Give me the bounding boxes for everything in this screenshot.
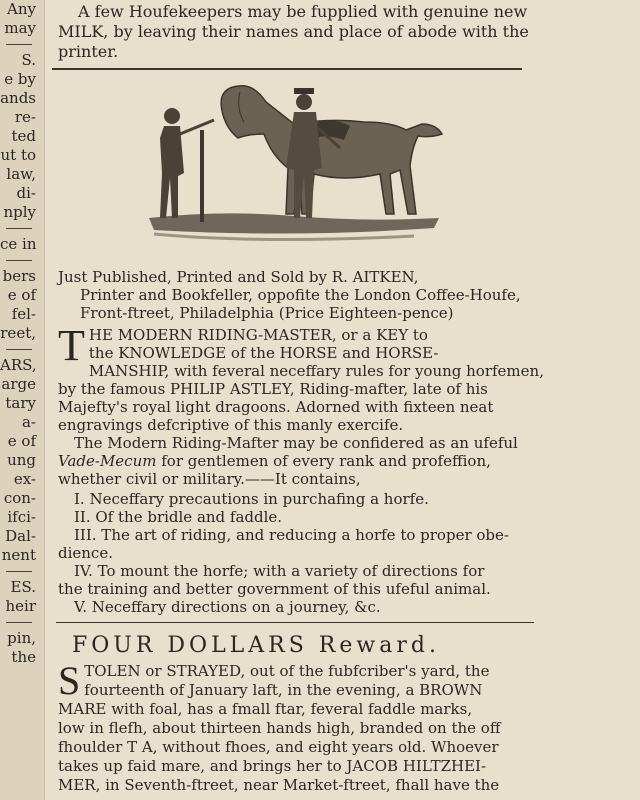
left-column-line: tary	[5, 394, 36, 412]
reward-line: fourteenth of January laft, in the evening, a BROWN	[84, 681, 483, 699]
contents-item: I. Neceffary precautions in purchafing a horfe.	[74, 490, 429, 508]
milk-advertisement	[52, 0, 638, 62]
left-column-line: heir	[5, 597, 36, 615]
left-column-line: ES.	[10, 578, 36, 596]
reward-title: FOUR DOLLARS Reward.	[72, 633, 440, 658]
left-column-line: a-	[21, 413, 36, 431]
left-column-line: reet,	[0, 324, 36, 342]
horse-woodcut-illustration	[144, 78, 444, 248]
left-column-line: law,	[6, 165, 36, 183]
left-column-line: fel-	[11, 305, 36, 323]
drop-cap: T	[58, 321, 85, 370]
left-column-line: di-	[16, 184, 36, 202]
reward-line: MER, in Seventh-ftreet, near Market-ftreet, fhall have the	[58, 776, 500, 794]
contents-list	[58, 490, 538, 616]
left-column-line: S.	[21, 51, 36, 69]
left-column-line: re-	[14, 108, 36, 126]
left-column-line: bers	[2, 267, 36, 285]
left-column-rule	[6, 622, 32, 623]
left-column-line: ifci-	[7, 508, 36, 526]
left-column-rule	[6, 228, 32, 229]
contents-item: III. The art of riding, and reducing a horfe to proper obe-	[74, 526, 509, 544]
ad-body-line: HE MODERN RIDING-MASTER, or a KEY to	[88, 326, 428, 344]
left-column-rule	[6, 571, 32, 572]
left-column-line: e of	[7, 286, 36, 304]
reward-line: MARE with foal, has a fmall ftar, feveral faddle marks,	[58, 700, 473, 718]
ad-body-line: MANSHIP, with feveral neceffary rules for young horfemen,	[88, 362, 544, 380]
left-column-line: e by	[4, 70, 36, 88]
left-column-line: pin,	[7, 629, 36, 647]
left-column-line: ex-	[13, 470, 36, 488]
ad-body-line: whether civil or military.——It contains,	[58, 470, 361, 488]
left-column-line: the	[11, 648, 36, 666]
ad-header-line: Front-ftreet, Philadelphia (Price Eighteen-pence)	[80, 304, 454, 322]
ad-body-text: for gentlemen of every rank and profeffion,	[156, 452, 491, 470]
left-column-line: may	[4, 19, 36, 37]
contents-item: IV. To mount the horfe; with a variety of directions for	[74, 562, 485, 580]
section-divider	[56, 622, 534, 623]
ad-body-line	[58, 452, 538, 470]
left-column-line: ands	[0, 89, 36, 107]
ad-body-line: by the famous PHILIP ASTLEY, Riding-mafter, late of his	[58, 380, 488, 398]
left-column-line: ce in	[0, 235, 37, 253]
ad-body-line: Majefty's royal light dragoons. Adorned with fixteen neat	[58, 398, 494, 416]
ad-header-line: Just Published, Printed and Sold by R. AITKEN,	[58, 268, 419, 286]
ad-line: A few Houfekeepers may be fupplied with genuine new	[78, 2, 528, 21]
contents-item: the training and better government of this ufeful animal.	[58, 580, 491, 598]
reward-ad-body	[58, 658, 544, 795]
reward-line: fhoulder T A, without fhoes, and eight years old. Whoever	[58, 738, 499, 756]
drop-cap: S	[58, 658, 81, 703]
ad-line: printer.	[58, 42, 119, 61]
reward-line: takes up faid mare, and brings her to JACOB HILTZHEI-	[58, 757, 487, 775]
section-divider	[52, 68, 522, 70]
contents-item: V. Neceffary directions on a journey, &c.	[74, 598, 381, 616]
contents-item: dience.	[58, 544, 113, 562]
left-cut-column	[0, 0, 40, 800]
left-column-line: arge	[1, 375, 36, 393]
left-column-rule	[6, 44, 32, 45]
left-column-line: e of	[7, 432, 36, 450]
riding-master-ad-header	[58, 268, 638, 322]
left-column-rule	[6, 349, 32, 350]
vade-mecum-text: Vade-Mecum	[58, 452, 157, 470]
left-column-line: Dal-	[5, 527, 36, 545]
ad-header-line: Printer and Bookfeller, oppofite the London Coffee-Houfe,	[80, 286, 521, 304]
contents-item: II. Of the bridle and faddle.	[74, 508, 283, 526]
left-column-line: ung	[7, 451, 36, 469]
woodcut-icon	[144, 78, 444, 248]
left-column-line: nply	[3, 203, 36, 221]
reward-line: low in flefh, about thirteen hands high, branded on the off	[58, 719, 501, 737]
ad-body-line: engravings defcriptive of this manly exercife.	[58, 416, 404, 434]
ad-body-line: The Modern Riding-Mafter may be confidered as an ufeful	[74, 434, 518, 452]
ad-body-line: the KNOWLEDGE of the HORSE and HORSE-	[88, 344, 439, 362]
riding-master-ad-body	[58, 321, 544, 616]
reward-line: TOLEN or STRAYED, out of the fubfcriber's yard, the	[84, 662, 490, 680]
left-column-line: ted	[11, 127, 36, 145]
ad-line: MILK, by leaving their names and place of abode with the	[58, 22, 529, 41]
left-column-line: Any	[7, 0, 36, 18]
left-column-rule	[6, 260, 32, 261]
left-column-line: con-	[3, 489, 36, 507]
left-column-line: ARS,	[0, 356, 37, 374]
left-column-line: nent	[1, 546, 36, 564]
newspaper-column	[52, 0, 638, 800]
left-column-line: ut to	[0, 146, 36, 164]
